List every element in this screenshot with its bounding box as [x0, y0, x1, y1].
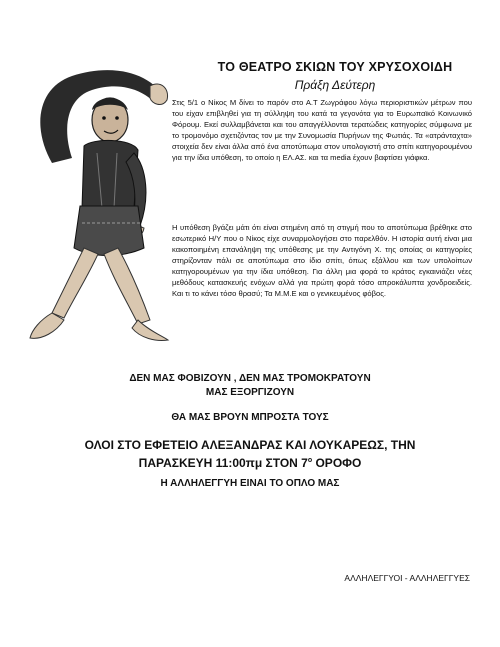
slogan-line-1: ΔΕΝ ΜΑΣ ΦΟΒΙΖΟΥΝ , ΔΕΝ ΜΑΣ ΤΡΟΜΟΚΡΑΤΟΥΝ — [129, 373, 371, 384]
call-time-floor: ΠΑΡΑΣΚΕΥΗ 11:00πμ ΣΤΟΝ 7 — [138, 456, 308, 470]
body-paragraph-2: Η υπόθεση βγάζει μάτι ότι είναι στημένη από τη στιγμή που το αποτύπωμα βρέθηκε στο εσωτερικό Η/Υ που ο Νίκος είχε συναρμολογήσει στο παρελθόν. Η ιστορία αυτή είναι μια κακοποιημένη επανάληψη της υπόθεσης με την Αντιγόνη Χ. της οποίας οι κατηγορίες στηρίζονταν πάλι σε αποτύπωμα στο ίδιο σπίτι, όπως εξάλλου και των υπολοίπων κατηγορουμένων για την ίδια υπόθεση. Για άλλη μια φορά το κράτος εγκαινιάζει νέες μεθόδους κατασκευής ενόχων αλλά για πρώτη φορά τόσο απροκάλυπτα χονδροειδείς. Και τι το κάνει τόσο θρασύ; Τα Μ.Μ.Ε και ο γενικευμένος φόβος. — [172, 223, 472, 298]
floor-ordinal-superscript: ο — [307, 457, 313, 464]
flyer-title: ΤΟ ΘΕΑΤΡΟ ΣΚΙΩΝ ΤΟΥ ΧΡΥΣΟΧΟΙΔΗ — [217, 60, 453, 74]
slogan-line-2: ΜΑΣ ΕΞΟΡΓΙΖΟΥΝ — [205, 387, 295, 398]
flyer-subtitle: Πράξη Δεύτερη — [294, 78, 376, 92]
signature: ΑΛΛΗΛΕΓΓΥΟΙ - ΑΛΛΗΛΕΓΓΥΕΣ — [344, 573, 470, 583]
shadow-puppet-figure-icon — [22, 58, 172, 348]
slogan-line-3: ΘΑ ΜΑΣ ΒΡΟΥΝ ΜΠΡΟΣΤΑ ΤΟΥΣ — [171, 412, 329, 423]
body-paragraph-1: Στις 5/1 ο Νίκος Μ δίνει το παρόν στο Α.Τ Ζωγράφου λόγω περιοριστικών μέτρων που του είχαν επιβληθεί για τη σύλληψη του κατά τα γεγονότα για το Ευρωπαϊκό Κοινωνικό Φόρουμ. Εκεί συλλαμβάνεται και του απαγγέλλονται τερατώδεις κατηγορίες σύμφωνα με το τρομονόμο σχετιζόντας τον με την Συνομωσία Πυρήνων της Φωτιάς. Τα «ατράνταχτα» στοιχεία δεν είναι άλλα από ένα αποτύπωμα στον υπολογιστή στο σπίτι κατηγορουμένου για την ίδια υπόθεση, το οποίο η ΕΛ.ΑΣ. και τα media έχουν βαφτίσει γιάφκα. — [172, 98, 472, 162]
solidarity-slogan: Η ΑΛΛΗΛΕΓΓΥΗ ΕΙΝΑΙ ΤΟ ΟΠΛΟ ΜΑΣ — [160, 478, 340, 489]
call-floor-word: ΟΡΟΦΟ — [312, 456, 362, 470]
call-to-action-line-1: ΟΛΟΙ ΣΤΟ ΕΦΕΤΕΙΟ ΑΛΕΞΑΝΔΡΑΣ ΚΑΙ ΛΟΥΚΑΡΕΩΣ, ΤΗΝ — [84, 438, 416, 452]
call-to-action-line-2 — [0, 453, 500, 471]
